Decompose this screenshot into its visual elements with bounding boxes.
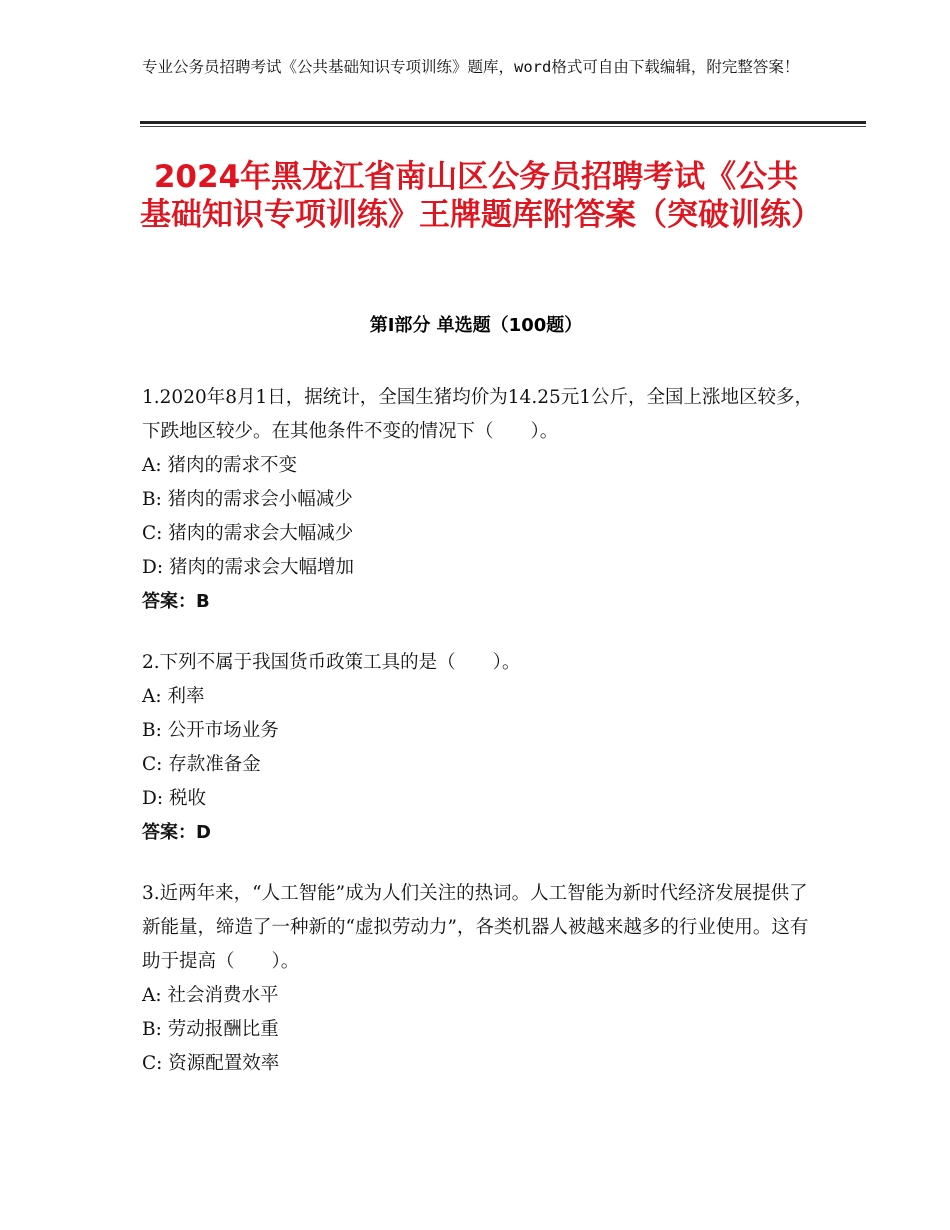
header-rule-thick: [140, 121, 866, 124]
option-c: C: 资源配置效率: [142, 1053, 280, 1074]
option-d: D: 税收: [142, 788, 206, 809]
option-d: D: 猪肉的需求会大幅增加: [142, 557, 354, 578]
answer-line: 答案：B: [142, 591, 210, 612]
option-b: B: 公开市场业务: [142, 720, 279, 741]
option-b: B: 劳动报酬比重: [142, 1019, 279, 1040]
option-a: A: 猪肉的需求不变: [142, 455, 297, 476]
question-stem: 3.近两年来，“人工智能”成为人们关注的热词。人工智能为新时代经济发展提供了新能量，缔造了一种新的“虚拟劳动力”，各类机器人被越来越多的行业使用。这有助于提高（ ）。: [142, 883, 809, 972]
question-list: [142, 381, 814, 1108]
section-title: 第Ⅰ部分 单选题（100题）: [369, 315, 583, 336]
option-a: A: 社会消费水平: [142, 985, 279, 1006]
option-c: C: 猪肉的需求会大幅减少: [142, 523, 354, 544]
document-title: 2024年黑龙江省南山区公务员招聘考试《公共基础知识专项训练》王牌题库附答案（突破训练）: [140, 159, 822, 233]
header-rule-thin: [140, 126, 866, 127]
option-c: C: 存款准备金: [142, 754, 261, 775]
question-2: [142, 646, 814, 850]
question-1: [142, 381, 814, 619]
header-note: 专业公务员招聘考试《公共基础知识专项训练》题库，word格式可自由下载编辑，附完整答案！: [142, 58, 800, 76]
option-a: A: 利率: [142, 686, 205, 707]
answer-line: 答案：D: [142, 822, 211, 843]
question-stem: 1.2020年8月1日，据统计，全国生猪均价为14.25元1公斤，全国上涨地区较多，下跌地区较少。在其他条件不变的情况下（ ）。: [142, 387, 814, 442]
question-3: [142, 877, 814, 1081]
option-b: B: 猪肉的需求会小幅减少: [142, 489, 353, 510]
question-stem: 2.下列不属于我国货币政策工具的是（ ）。: [142, 652, 521, 673]
